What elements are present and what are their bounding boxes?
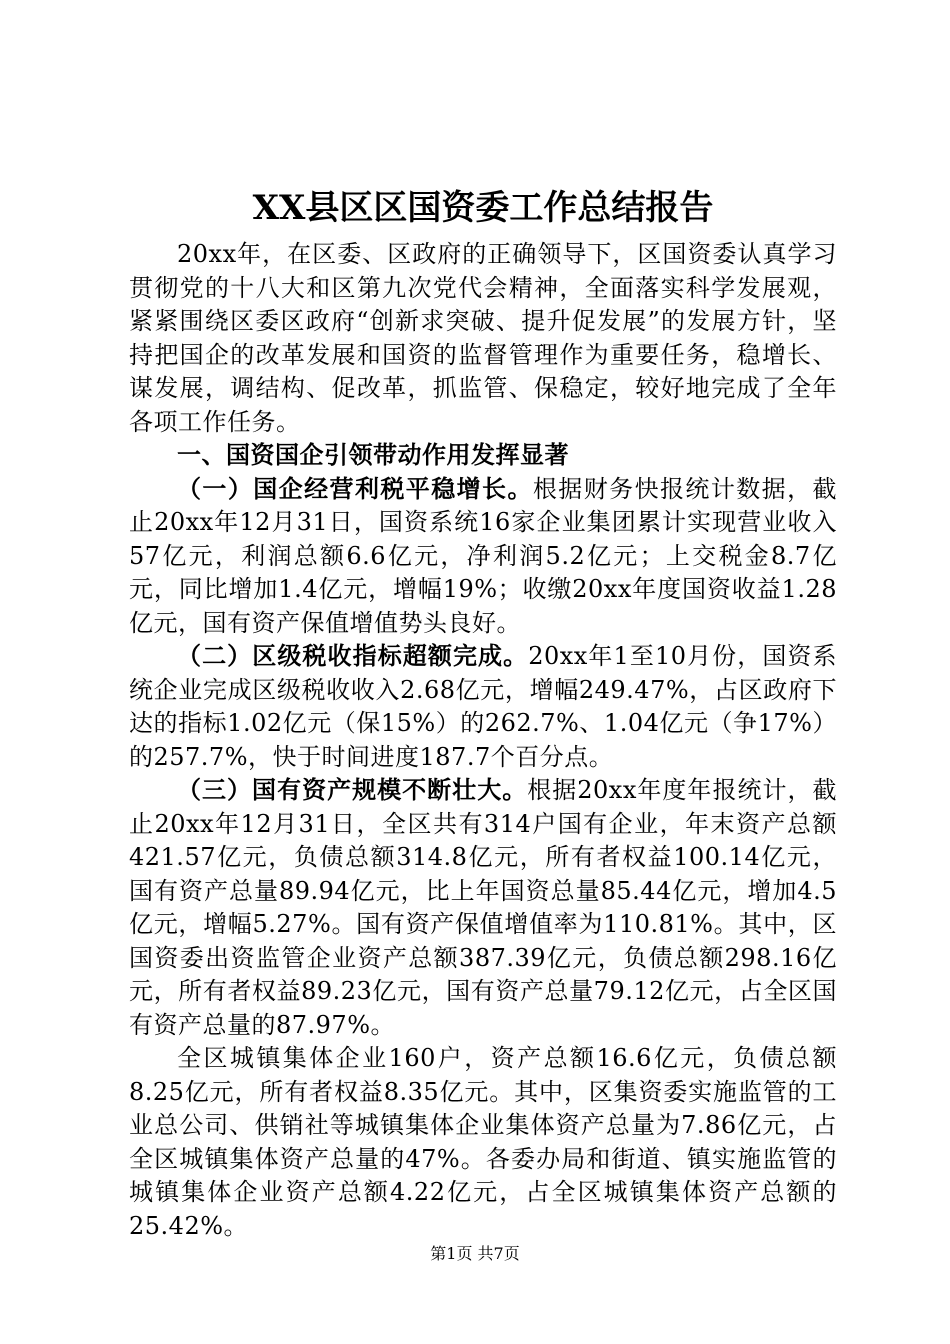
section-heading: 一、国资国企引领带动作用发挥显著: [177, 441, 569, 469]
collective-paragraph: 全区城镇集体企业160户，资产总额16.6亿元，负债总额8.25亿元，所有者权益8.35亿元。其中，区集资委实施监管的工业总公司、供销社等城镇集体企业集体资产总量为7.86亿元，占全区城镇集体资产总量的47%。各委办局和街道、镇实施监管的城镇集体企业资产总额4.22亿元，占全区城镇集体资产总额的25.42%。: [129, 1044, 837, 1240]
document-title: XX县区区国资委工作总结报告: [252, 188, 714, 228]
document-page: [129, 178, 837, 1243]
item2-body: 20xx年1至10月份，国资系统企业完成区级税收收入2.68亿元，增幅249.47%，占区政府下达的指标1.02亿元（保15%）的262.7%、1.04亿元（争17%）的257.7%，快于时间进度187.7个百分点。: [129, 642, 838, 771]
item2-lead: （二）区级税收指标超额完成。: [177, 642, 529, 670]
intro-paragraph: 20xx年，在区委、区政府的正确领导下，区国资委认真学习贯彻党的十八大和区第九次党代会精神，全面落实科学发展观，紧紧围绕区委区政府“创新求突破、提升促发展”的发展方针，坚持把国企的改革发展和国资的监督管理作为重要任务，稳增长、谋发展，调结构、促改革，抓监管、保稳定，较好地完成了全年各项工作任务。: [129, 240, 837, 436]
item2-paragraph: [129, 640, 837, 774]
item3-body: 根据20xx年度年报统计，截止20xx年12月31日，全区共有314户国有企业，年末资产总额421.57亿元，负债总额314.8亿元，所有者权益100.14亿元，国有资产总量89.94亿元，比上年国资总量85.44亿元，增加4.5亿元，增幅5.27%。国有资产保值增值率为110.81%。其中，区国资委出资监管企业资产总额387.39亿元，负债总额298.16亿元，所有者权益89.23亿元，国有资产总量79.12亿元，占全区国有资产总量的87.97%。: [129, 776, 838, 1039]
item3-lead: （三）国有资产规模不断壮大。: [177, 776, 528, 804]
item3-paragraph: [129, 774, 837, 1042]
item1-paragraph: [129, 473, 837, 641]
item1-lead: （一）国企经营利税平稳增长。: [177, 474, 533, 503]
page-footer: 第1页 共7页: [430, 1244, 520, 1263]
item1-body: 根据财务快报统计数据，截止20xx年12月31日，国资系统16家企业集团累计实现营业收入57亿元，利润总额6.6亿元，净利润5.2亿元；上交税金8.7亿元，同比增加1.4亿元，增幅19%；收缴20xx年度国资收益1.28亿元，国有资产保值增值势头良好。: [129, 474, 838, 637]
